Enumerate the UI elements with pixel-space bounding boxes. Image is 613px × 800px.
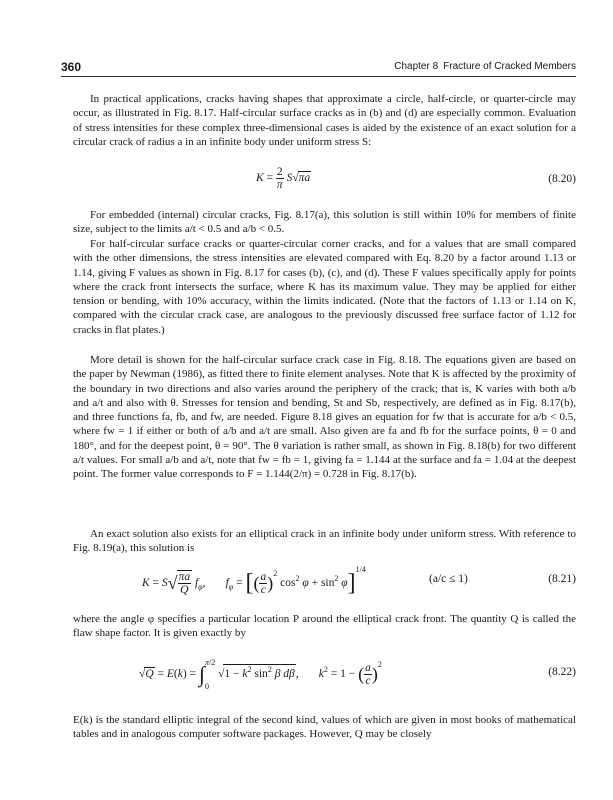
equation-8-22 (73, 652, 576, 698)
equation-8-21 (73, 559, 576, 605)
equation-8-21-body: K = S√ $\frac{\pi a}{Q}$ $f_\varphi$, $f_\varphi$ = [( $\frac{a}{c}$ )$^2$ $\cos^2 \varphi + \sin^2 \varphi]^{1/4}$ (142, 565, 366, 596)
equation-8-22-body: $√Q = E(k) = \int_0^{\pi/2}$ $√1 - k^2$ $\sin^2 \beta$ dβ, $k^2 = 1$ − ( $\frac{a}{c}$ )$^2$ (139, 658, 382, 691)
equation-number: (8.20) (548, 173, 576, 185)
paragraph-intro: In practical applications, cracks having shapes that approximate a circle, half-circle, or quarter-circle may occur, as illustrated in Fig. 8.17. Half-circular surface cracks as in (b) and (d) are especially common. Evaluation of stress intensities for these complex three-dimensional cases is aided by the existence of an exact solution for a circular crack of radius a in an infinite body under uniform stress S: (73, 93, 576, 148)
page-number: 360 (61, 60, 82, 74)
equation-8-20-body: K = $\frac{2}{\pi}$ S√πa (256, 166, 311, 191)
header-rule (61, 76, 576, 77)
paragraph-elliptical: An exact solution also exists for an elliptical crack in an infinite body under uniform stress. With reference to Fig. 8.19(a), this solution is (73, 528, 576, 555)
equation-condition: (a/c ≤ 1) (429, 573, 468, 585)
chapter-heading (394, 61, 576, 72)
paragraph-half-circular: For half-circular surface cracks or quarter-circular corner cracks, and for a values that are small compared with the other dimensions, the stress intensities are elevated compared with Eq. 8.20 by a factor around 1.13 or 1.14, giving F values as shown in Fig. 8.17 for cases (b), (c), and (d). These F values specifically apply for points where the crack front intersects the surface, where K has its maximum value. They may be applied for either tension or bending, with 10% accuracy, within the limits indicated. (Note that the factors of 1.13 or 1.14 on K, compared with the circular crack case, are analogous to the previously discussed free surface factor of 1.12 for cracks in flat plates.) (73, 238, 576, 336)
equation-number: (8.22) (548, 666, 576, 678)
paragraph-embedded: For embedded (internal) circular cracks, Fig. 8.17(a), this solution is still within 10% for members of finite size, subject to the limits a/t < 0.5 and a/b < 0.5. (73, 209, 576, 236)
equation-8-20 (73, 166, 576, 196)
paragraph-elliptic-integral: E(k) is the standard elliptic integral of the second kind, values of which are given in most books of mathematical tables and in analogous computer software packages. However, Q may be closely (73, 714, 576, 741)
paragraph-detail: More detail is shown for the half-circular surface crack case in Fig. 8.18. The equations given are based on the paper by Newman (1986), as fitted there to finite element analyses. Note that K is affected by the proximity of the boundary in two directions and also varies around the periphery of the crack; that is, K varies with both a/b and a/t and also with θ. Stresses for tension and bending, St and Sb, respectively, are defined as in Fig. 8.17(b), and three functions fa, fb, and fw, are needed. Figure 8.18 gives an equation for fw that is accurate for a/b < 0.5, where fw = 1 if either or both of a/b and a/t are small. Also given are fa and fb for the surface points, θ = 0 and 180°, and for the deepest point, θ = 90°. The θ variation is rather small, as shown in Fig. 8.18(b) for two different a/t values. For small a/b and a/t, note that fw = fb = 1, giving fa = 1.144 at the surface and fa = 1.04 at the deepest point. The former value corresponds to F = 1.144(2/π) = 0.728 in Fig. 8.17(b). (73, 354, 576, 481)
equation-number: (8.21) (548, 573, 576, 585)
chapter-label: Chapter 8 (394, 61, 439, 72)
paragraph-flaw-shape: where the angle φ specifies a particular location P around the elliptical crack front. The quantity Q is called the flaw shape factor. It is given exactly by (73, 613, 576, 640)
chapter-title: Fracture of Cracked Members (443, 61, 576, 72)
running-header (61, 60, 576, 76)
